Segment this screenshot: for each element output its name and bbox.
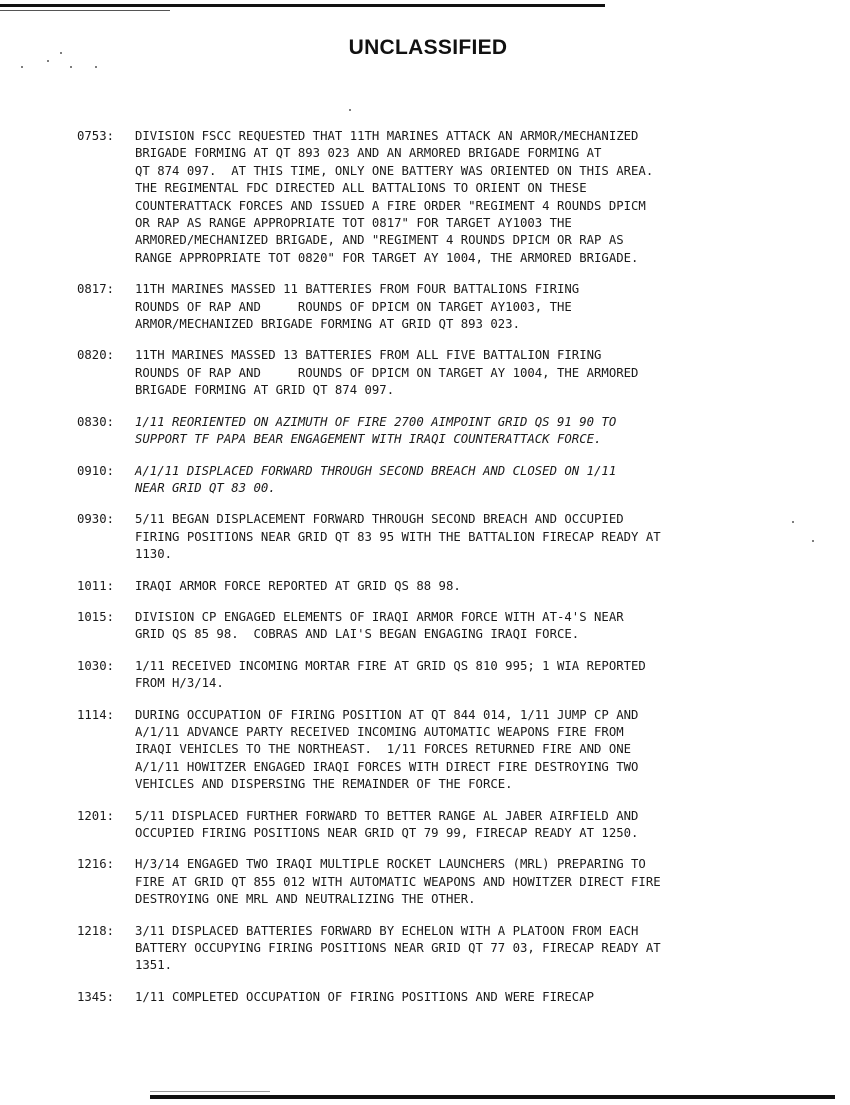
log-entry — [77, 808, 807, 843]
entry-text-line: BRIGADE FORMING AT GRID QT 874 097. — [135, 383, 395, 398]
entry-text-line: GRID QS 85 98. COBRAS AND LAI'S BEGAN ENGAGING IRAQI FORCE. — [135, 627, 580, 642]
entry-text-line: NEAR GRID QT 83 00. — [135, 480, 276, 495]
entry-time: 0830: — [77, 414, 115, 429]
entry-time: 1218: — [77, 923, 115, 938]
scan-speck — [812, 540, 814, 542]
bottom-border-rule-thin — [150, 1091, 270, 1092]
entry-time: 0930: — [77, 512, 115, 527]
entry-time: 0817: — [77, 282, 115, 297]
entry-text-line: IRAQI ARMOR FORCE REPORTED AT GRID QS 88 98. — [135, 578, 461, 593]
entry-text — [135, 347, 807, 399]
entry-text-line: 1/11 COMPLETED OCCUPATION OF FIRING POSITIONS AND WERE FIRECAP — [135, 989, 595, 1004]
entry-text-line: FROM H/3/14. — [135, 676, 224, 691]
entry-time: 0753: — [77, 129, 115, 143]
entry-text — [135, 856, 807, 908]
entry-text-line: ARMOR/MECHANIZED BRIGADE FORMING AT GRID QT 893 023. — [135, 317, 520, 332]
entry-text-line: FIRING POSITIONS NEAR GRID QT 83 95 WITH THE BATTALION FIRECAP READY AT — [135, 529, 661, 544]
entry-text-line: DESTROYING ONE MRL AND NEUTRALIZING THE OTHER. — [135, 892, 476, 907]
entry-text — [135, 511, 807, 563]
log-entry — [77, 989, 807, 1006]
entry-text-line: SUPPORT TF PAPA BEAR ENGAGEMENT WITH IRAQI COUNTERATTACK FORCE. — [135, 432, 602, 447]
scan-speck — [349, 109, 351, 111]
entry-text-line: 1/11 RECEIVED INCOMING MORTAR FIRE AT GRID QS 810 995; 1 WIA REPORTED — [135, 658, 646, 673]
entry-text-line: 1130. — [135, 547, 173, 562]
log-entry — [77, 414, 807, 449]
entry-text-line: VEHICLES AND DISPERSING THE REMAINDER OF THE FORCE. — [135, 777, 513, 792]
entry-text-line: OCCUPIED FIRING POSITIONS NEAR GRID QT 79 99, FIRECAP READY AT 1250. — [135, 826, 639, 840]
scan-speck — [95, 66, 97, 68]
entry-time: 1030: — [77, 658, 115, 673]
entry-text-line: 11TH MARINES MASSED 11 BATTERIES FROM FOUR BATTALIONS FIRING — [135, 282, 580, 297]
entry-text-line: IRAQI VEHICLES TO THE NORTHEAST. 1/11 FORCES RETURNED FIRE AND ONE — [135, 742, 632, 757]
log-entry — [77, 128, 807, 267]
entry-time: 0820: — [77, 348, 115, 363]
entry-time: 1216: — [77, 857, 115, 872]
scan-speck — [21, 66, 23, 68]
entry-text-line: A/1/11 DISPLACED FORWARD THROUGH SECOND BREACH AND CLOSED ON 1/11 — [135, 463, 617, 478]
scan-speck — [47, 60, 49, 62]
log-entry — [77, 923, 807, 975]
log-entry — [77, 707, 807, 794]
scan-speck — [70, 66, 72, 68]
entry-text-line: ARMORED/MECHANIZED BRIGADE, AND "REGIMENT 4 ROUNDS DPICM OR RAP AS — [135, 233, 624, 248]
entry-time: 1015: — [77, 609, 115, 624]
entry-text-line: DIVISION CP ENGAGED ELEMENTS OF IRAQI ARMOR FORCE WITH AT-4'S NEAR — [135, 609, 624, 624]
entry-text-line: 5/11 BEGAN DISPLACEMENT FORWARD THROUGH SECOND BREACH AND OCCUPIED — [135, 512, 624, 527]
log-entry — [77, 511, 807, 563]
entry-time: 1011: — [77, 578, 115, 593]
log-entry — [77, 856, 807, 908]
log-entry — [77, 658, 807, 693]
entry-time: 1201: — [77, 808, 115, 823]
entry-text — [135, 658, 807, 693]
entry-text — [135, 463, 807, 498]
classification-marking: UNCLASSIFIED — [348, 36, 508, 59]
entry-text — [135, 578, 807, 595]
entry-text-line: THE REGIMENTAL FDC DIRECTED ALL BATTALIONS TO ORIENT ON THESE — [135, 181, 587, 196]
entry-text-line: COUNTERATTACK FORCES AND ISSUED A FIRE ORDER "REGIMENT 4 ROUNDS DPICM — [135, 198, 646, 213]
entry-text — [135, 707, 807, 794]
entry-text-line: OR RAP AS RANGE APPROPRIATE TOT 0817" FOR TARGET AY1003 THE — [135, 216, 572, 231]
entry-text — [135, 923, 807, 975]
entry-text-line: 1351. — [135, 958, 173, 973]
entry-text-line: DURING OCCUPATION OF FIRING POSITION AT QT 844 014, 1/11 JUMP CP AND — [135, 707, 639, 722]
entry-text-line: RANGE APPROPRIATE TOT 0820" FOR TARGET AY 1004, THE ARMORED BRIGADE. — [135, 250, 639, 265]
entry-text-line: QT 874 097. AT THIS TIME, ONLY ONE BATTERY WAS ORIENTED ON THIS AREA. — [135, 163, 654, 178]
entry-text-line: FIRE AT GRID QT 855 012 WITH AUTOMATIC WEAPONS AND HOWITZER DIRECT FIRE — [135, 874, 661, 889]
entry-text — [135, 281, 807, 333]
top-border-rule — [0, 4, 605, 7]
entry-text — [135, 808, 807, 843]
top-border-rule-thin — [0, 10, 170, 11]
entry-text-line: 3/11 DISPLACED BATTERIES FORWARD BY ECHELON WITH A PLATOON FROM EACH — [135, 923, 639, 938]
entry-text — [135, 128, 807, 267]
entry-text-line: A/1/11 ADVANCE PARTY RECEIVED INCOMING AUTOMATIC WEAPONS FIRE FROM — [135, 724, 624, 739]
entry-text-line: BATTERY OCCUPYING FIRING POSITIONS NEAR GRID QT 77 03, FIRECAP READY AT — [135, 941, 661, 956]
log-entries — [77, 128, 807, 1020]
entry-text-line: 5/11 DISPLACED FURTHER FORWARD TO BETTER RANGE AL JABER AIRFIELD AND — [135, 808, 639, 823]
entry-text — [135, 609, 807, 644]
bottom-border-rule — [150, 1095, 835, 1099]
entry-time: 1114: — [77, 707, 115, 722]
log-entry — [77, 609, 807, 644]
entry-text — [135, 414, 807, 449]
entry-time: 0910: — [77, 463, 115, 478]
entry-text-line: DIVISION FSCC REQUESTED THAT 11TH MARINES ATTACK AN ARMOR/MECHANIZED — [135, 129, 639, 143]
entry-time: 1345: — [77, 989, 115, 1004]
log-entry — [77, 578, 807, 595]
entry-text-line: ROUNDS OF RAP AND ROUNDS OF DPICM ON TARGET AY1003, THE — [135, 299, 572, 314]
entry-text-line: A/1/11 HOWITZER ENGAGED IRAQI FORCES WITH DIRECT FIRE DESTROYING TWO — [135, 759, 639, 774]
entry-text-line: 11TH MARINES MASSED 13 BATTERIES FROM ALL FIVE BATTALION FIRING — [135, 348, 602, 363]
entry-text-line: ROUNDS OF RAP AND ROUNDS OF DPICM ON TARGET AY 1004, THE ARMORED — [135, 365, 639, 380]
entry-text — [135, 989, 807, 1006]
entry-text-line: 1/11 REORIENTED ON AZIMUTH OF FIRE 2700 AIMPOINT GRID QS 91 90 TO — [135, 414, 617, 429]
log-entry — [77, 281, 807, 333]
log-entry — [77, 347, 807, 399]
log-entry — [77, 463, 807, 498]
entry-text-line: BRIGADE FORMING AT QT 893 023 AND AN ARMORED BRIGADE FORMING AT — [135, 146, 602, 161]
entry-text-line: H/3/14 ENGAGED TWO IRAQI MULTIPLE ROCKET LAUNCHERS (MRL) PREPARING TO — [135, 857, 646, 872]
